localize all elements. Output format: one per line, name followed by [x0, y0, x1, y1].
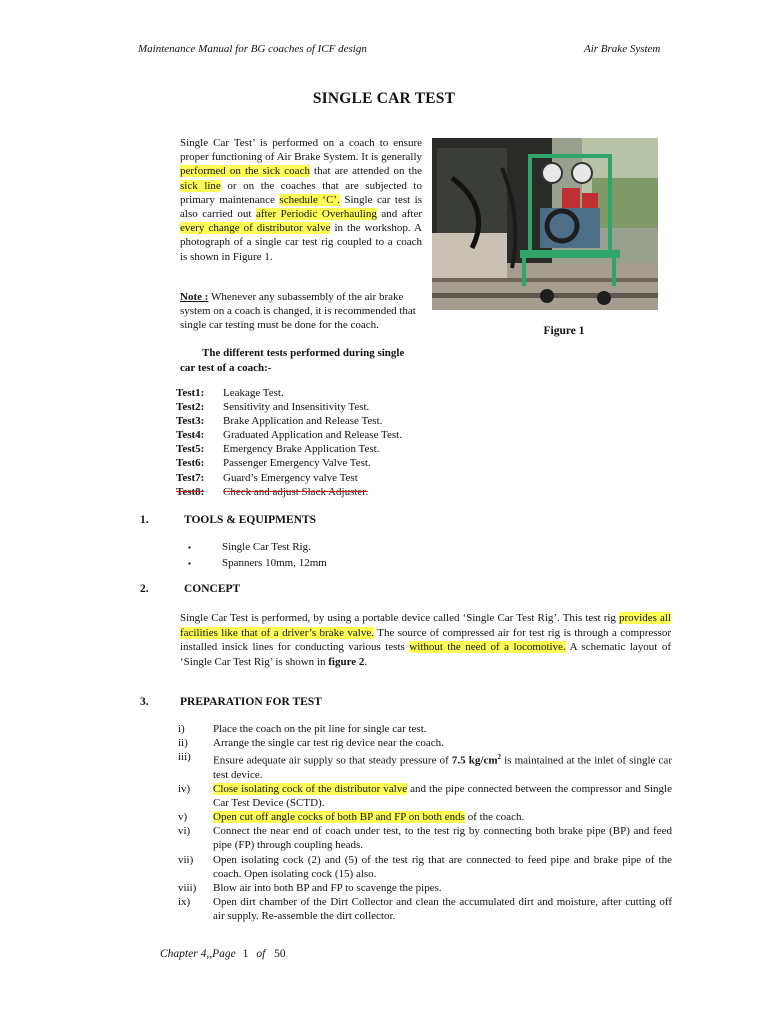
list-item: ▪ Single Car Test Rig. [188, 540, 327, 556]
figure-photo [432, 138, 658, 310]
list-item: viii) Blow air into both BP and FP to scavenge the pipes. [178, 881, 442, 894]
highlight-close-isolating-cock: Close isolating cock of the distributor valve [213, 783, 408, 796]
highlight-distributor-valve: every change of distributor valve [180, 222, 331, 235]
list-item: iv) Close isolating cock of the distributor valve and the pipe connected between the compressor and Single Car Test Device (SCTD). [178, 783, 672, 810]
test-rig-photo [432, 138, 658, 310]
page-total: 50 [274, 948, 286, 960]
list-item: ix) Open dirt chamber of the Dirt Collector and clean the accumulated dirt and moisture, after cutting off air supply. Re-assemble the dirt collector. [178, 895, 672, 922]
list-item-struck: Test8: Check and adjust Slack Adjuster. [176, 485, 369, 498]
list-item: Test1: Leakage Test. [176, 387, 284, 399]
list-item: v) Open cut off angle cocks of both BP and FP on both ends of the coach. [178, 811, 525, 824]
list-item: Test2: Sensitivity and Insensitivity Test. [176, 401, 370, 414]
highlight-open-angle-cocks: Open cut off angle cocks of both BP and FP on both ends [213, 811, 465, 824]
section-1-number: 1. [140, 514, 149, 526]
list-item: iii) Ensure adequate air supply so that steady pressure of 7.5 $kg/cm^2$ is maintained at the inlet of single car test device. [178, 751, 672, 781]
section-2-number: 2. [140, 583, 149, 595]
list-item: vi) Connect the near end of coach under test, to the test rig by connecting both brake pipe (BP) and feed pipe (FP) through coupling heads. [178, 825, 672, 852]
tests-heading: The different tests performed during single car test of a coach:- [180, 347, 405, 374]
section-3-title: PREPARATION FOR TEST [180, 696, 322, 708]
highlight-schedule-c: schedule ‘C’. [279, 193, 340, 206]
list-item: Test3: Brake Application and Release Test. [176, 415, 383, 428]
tools-list [188, 540, 327, 571]
highlight-poh: after Periodic Overhauling [255, 208, 377, 221]
section-3-number: 3. [140, 696, 149, 708]
tests-list [176, 386, 402, 499]
list-item: vii) Open isolating cock (2) and (5) of the test rig that are connected to feed pipe and brake pipe of the coach. Open isolating cock (15) also. [178, 853, 672, 880]
note-paragraph: Note : Whenever any subassembly of the air brake system on a coach is changed, it is recommended that single car testing must be done for the coach. [180, 291, 416, 332]
section-1-title: TOOLS & EQUIPMENTS [184, 514, 317, 526]
page-footer: Chapter 4,,Page 1 of 50 [160, 948, 286, 960]
section-2-title: CONCEPT [184, 583, 241, 595]
page-number: 1 [242, 948, 249, 960]
list-item: Test4: Graduated Application and Release Test. [176, 429, 402, 442]
note-label: Note : [180, 291, 209, 303]
bullet-icon: ▪ [188, 543, 191, 552]
list-item: ▪ Spanners 10mm, 12mm [188, 556, 327, 572]
page-title: SINGLE CAR TEST [312, 90, 456, 107]
header-section-title: Air Brake System [584, 43, 661, 55]
intro-paragraph: Single Car Test’ is performed on a coach to ensure proper functioning of Air Brake System. It is generally performed on the sick coach that are attended on the sick line or on the coaches that are subjected to primary maintenance schedule ‘C’. Single car test is also carried out after Periodic Overhauling and after every change of distributor valve in the workshop. A photograph of a single car test rig coupled to a coach is shown in Figure 1. [180, 137, 423, 263]
highlight-no-locomotive: without the need of a locomotive. [409, 641, 566, 654]
list-item: ii) Arrange the single car test rig device near the coach. [178, 737, 444, 750]
bullet-icon: ▪ [188, 558, 191, 568]
header-manual-title: Maintenance Manual for BG coaches of ICF design [138, 43, 367, 55]
list-item: Test6: Passenger Emergency Valve Test. [176, 457, 371, 470]
highlight-drivers-brake-valve: provides all facilities like that of a driver’s brake valve. [180, 612, 671, 639]
concept-paragraph: Single Car Test is performed, by using a portable device called ‘Single Car Test Rig’. This test rig provides all facilities like that of a driver’s brake valve. The source of compressed air for test rig is through a compressor installed insick lines for conducting various tests without the need of a locomotive. A schematic layout of ‘Single Car Test Rig’ is shown in figure 2. [180, 612, 671, 669]
list-item: Test5: Emergency Brake Application Test. [176, 443, 380, 456]
highlight-sick-line: sick line [180, 179, 221, 192]
list-item: i) Place the coach on the pit line for single car test. [178, 723, 427, 735]
highlight-sick-coach: performed on the sick coach [180, 165, 310, 178]
preparation-list [178, 722, 672, 923]
figure-caption: Figure 1 [543, 325, 585, 337]
list-item: Test7: Guard’s Emergency valve Test [176, 471, 358, 484]
